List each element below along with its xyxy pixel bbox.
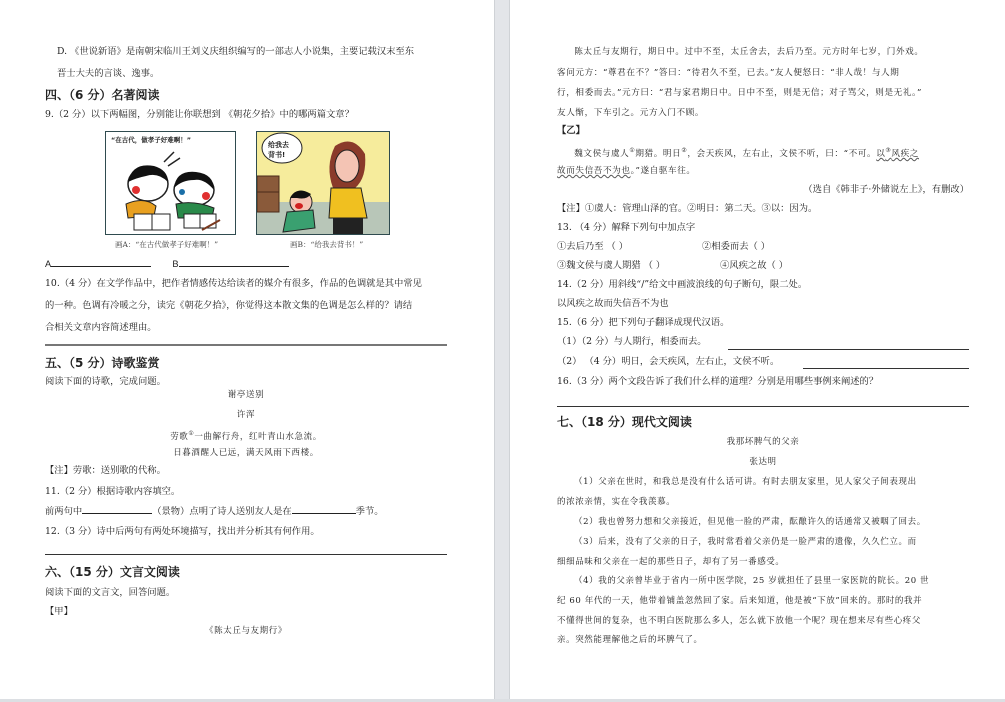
poem-line-1a: 劳歌	[170, 431, 189, 442]
yi-note-3: ③	[885, 147, 892, 154]
q13-item-3	[557, 256, 665, 276]
section-7-heading: 七、（18 分）现代文阅读	[557, 415, 692, 429]
panel-b-speech-line2: 背书!	[268, 151, 286, 159]
q11-fill-suffix: 季节。	[355, 506, 384, 517]
q13-item-2-blank[interactable]: （ ）	[748, 241, 771, 252]
section-5-heading: 五、（5 分）诗歌鉴赏	[45, 356, 160, 370]
jia-text-line3: 行，相委而去。”元方曰：“君与家君期日中。日中不至，则是无信；对子骂父，则是无礼。”	[557, 88, 922, 98]
option-d-line1: D. 《世说新语》是南朝宋临川王刘义庆组织编写的一部志人小说集，主要记载汉末至东	[57, 46, 415, 57]
question-15: 15.（6 分）把下列句子翻译成现代汉语。	[557, 317, 730, 328]
q13-item-1	[557, 237, 628, 257]
yi-note: 【注】①虞人：管理山泽的官。②明日：第二天。③以：因为。	[557, 203, 818, 214]
poem-author: 许浑	[236, 410, 256, 420]
question-10-line2: 的一种。色调有冷暖之分，读完《朝花夕拾》，你觉得这本散文集的色调是怎么样的？请结	[45, 300, 413, 311]
q13-item-2	[702, 237, 770, 257]
q11-fill-middle: （景物）点明了诗人送别友人是在	[152, 506, 292, 517]
q11-fill-prefix: 前两句中	[45, 506, 83, 517]
yi-note-1: ①	[629, 147, 636, 154]
essay-p1-line2: 的浓浓亲情，实在令我羡慕。	[557, 497, 676, 507]
essay-p4-line3: 不懂得世间的复杂，也不明白医院那么多人，怎么就下放他一个呢？现在想来尽有些心疼父	[557, 616, 922, 626]
yi-label: 【乙】	[557, 125, 585, 136]
poem-title: 谢亭送别	[227, 390, 265, 400]
poem-line-2: 日暮酒醒人已远，满天风雨下西楼。	[173, 448, 319, 458]
poem-line-1b: 一曲解行舟，红叶青山水急流。	[194, 431, 322, 442]
question-11-fill	[45, 502, 384, 522]
wavy-sentence-part1	[876, 149, 919, 159]
q13-item-3-label: ③魏文侯与虞人期猎	[557, 260, 641, 271]
yi-text-1c: ，会天疾风，左右止，文侯不听，曰：“不可。	[687, 148, 877, 159]
q11-blank-season[interactable]	[292, 503, 356, 514]
question-10-line3: 合相关文章内容简述理由。	[45, 322, 157, 333]
essay-author: 张达明	[749, 457, 777, 467]
yi-source: （选自《韩非子·外储说左上》，有删改）	[803, 184, 969, 195]
jia-label: 【甲】	[45, 606, 73, 617]
panel-b-speech-line1: 给我去	[268, 141, 289, 149]
essay-p4-line4: 亲。突然能理解他之后的坏脾气了。	[557, 635, 703, 645]
q13-item-3-blank[interactable]: （ ）	[643, 260, 666, 271]
q16-answer-line[interactable]	[557, 406, 969, 407]
caption-b: 画B：“给我去背书！”	[290, 240, 364, 249]
yi-text-line2-end: 。”遂自驱车往。	[630, 166, 696, 176]
question-16: 16.（3 分）两个文段告诉了我们什么样的道理？分别是用哪些事例来阐述的？	[557, 376, 879, 387]
option-d-line2: 晋士大夫的言谈、逸事。	[57, 68, 160, 79]
yi-note-2: ②	[681, 147, 688, 154]
q15-answer-line-2[interactable]	[803, 368, 969, 369]
classical-intro: 阅读下面的文言文，回答问题。	[45, 587, 176, 598]
q13-item-2-label: ②相委而去	[702, 241, 749, 252]
q14-sentence: 以风疾之故而失信吾不为也	[557, 298, 669, 309]
jia-text-line2: 客问元方：“尊君在不？”答曰：“待君久不至，已去。”友人便怒曰：“非人哉！与人期	[557, 68, 900, 78]
yi-text-1a: 魏文侯与虞人	[574, 148, 630, 159]
question-9: 9.（2 分）以下两幅图，分别能让你联想到 《朝花夕拾》中的哪两篇文章？	[45, 109, 354, 120]
q11-blank-scenery[interactable]	[82, 503, 152, 514]
wavy-1a: 以	[876, 148, 886, 159]
question-12: 12.（3 分）诗中后两句有两处环境描写，找出并分析其有何作用。	[45, 526, 320, 537]
wavy-sentence-part2: 故而失信吾不为也	[557, 166, 631, 176]
q15-answer-line-1[interactable]	[728, 349, 969, 350]
section-6-heading: 六、（15 分）文言文阅读	[45, 565, 180, 579]
blank-a-label: A	[45, 259, 52, 269]
answer-line-q10	[45, 344, 447, 346]
q13-item-4-blank[interactable]: （ ）	[766, 260, 789, 271]
essay-p1-line1: （1）父亲在世时，和我总是没有什么话可讲。有时去朋友家里，见人家父子间表现出	[574, 477, 917, 487]
jia-title: 《陈太丘与友期行》	[205, 626, 287, 636]
jia-text-line4: 友人惭，下车引之。元方入门不顾。	[557, 108, 705, 118]
answer-blanks-row	[45, 254, 289, 274]
document-page-left	[0, 0, 495, 699]
q15-item-1: （1）（2 分）与人期行，相委而去。	[557, 336, 707, 347]
yi-text-line2	[557, 161, 696, 181]
q13-item-1-label: ①去后乃至	[557, 241, 604, 252]
blank-a-field[interactable]	[51, 256, 151, 267]
answer-line-q12	[45, 554, 447, 555]
poem-note-marker: ①	[188, 430, 195, 437]
caption-a: 画A：“在古代做孝子好难啊！”	[115, 240, 219, 249]
poem-intro: 阅读下面的诗歌，完成问题。	[45, 376, 166, 387]
essay-p3-line2: 细细品味和父亲在一起的那些日子，却有了另一番感受。	[557, 557, 785, 567]
blank-b-label: B	[172, 259, 179, 269]
yi-text-1b: 期猎。明日	[635, 148, 682, 159]
q15-item-2: （2） （4 分）明日，会天疾风，左右止，文侯不听。	[557, 356, 780, 367]
essay-p3-line1: （3）后来，没有了父亲的日子，我时常看着父亲仍是一脸严肃的遗像，久久伫立。而	[574, 537, 917, 547]
q13-item-4-label: ④风疾之故	[720, 260, 767, 271]
essay-title: 我那坏脾气的父亲	[726, 437, 800, 447]
poem-note: 【注】劳歌：送别歌的代称。	[45, 465, 166, 476]
essay-p4-line1: （4）我的父亲曾毕业于省内一所中医学院，25 岁就担任了县里一家医院的院长。20 世	[574, 576, 930, 586]
document-page-right	[509, 0, 1005, 699]
wavy-1b: 风疾之	[891, 148, 919, 159]
section-4-heading: 四、（6 分）名著阅读	[45, 88, 160, 102]
question-14: 14.（2 分）用斜线“/”给文中画波浪线的句子断句，限二处。	[557, 279, 808, 290]
question-10-line1: 10.（4 分）在文学作品中，把作者情感传达给读者的媒介有很多，作品的色调就是其中常见	[45, 278, 422, 289]
q13-item-4	[720, 256, 788, 276]
question-13: 13. （4 分）解释下列句中加点字	[557, 222, 696, 233]
question-11: 11.（2 分）根据诗歌内容填空。	[45, 486, 181, 497]
q13-item-1-blank[interactable]: （ ）	[606, 241, 629, 252]
jia-text-line1: 陈太丘与友期行，期日中。过中不至，太丘舍去，去后乃至。元方时年七岁，门外戏。	[574, 47, 924, 57]
panel-a-speech: “在古代，做孝子好难啊！”	[111, 136, 192, 144]
blank-b-field[interactable]	[179, 256, 289, 267]
essay-p4-line2: 纪 60 年代的一天，他带着铺盖忽然回了家。后来知道，他是被“下放”回来的。那时的我并	[557, 596, 923, 606]
essay-p2: （2）我也曾努力想和父亲接近，但见他一脸的严肃，酝酿许久的话通常又被咽了回去。	[574, 517, 926, 527]
